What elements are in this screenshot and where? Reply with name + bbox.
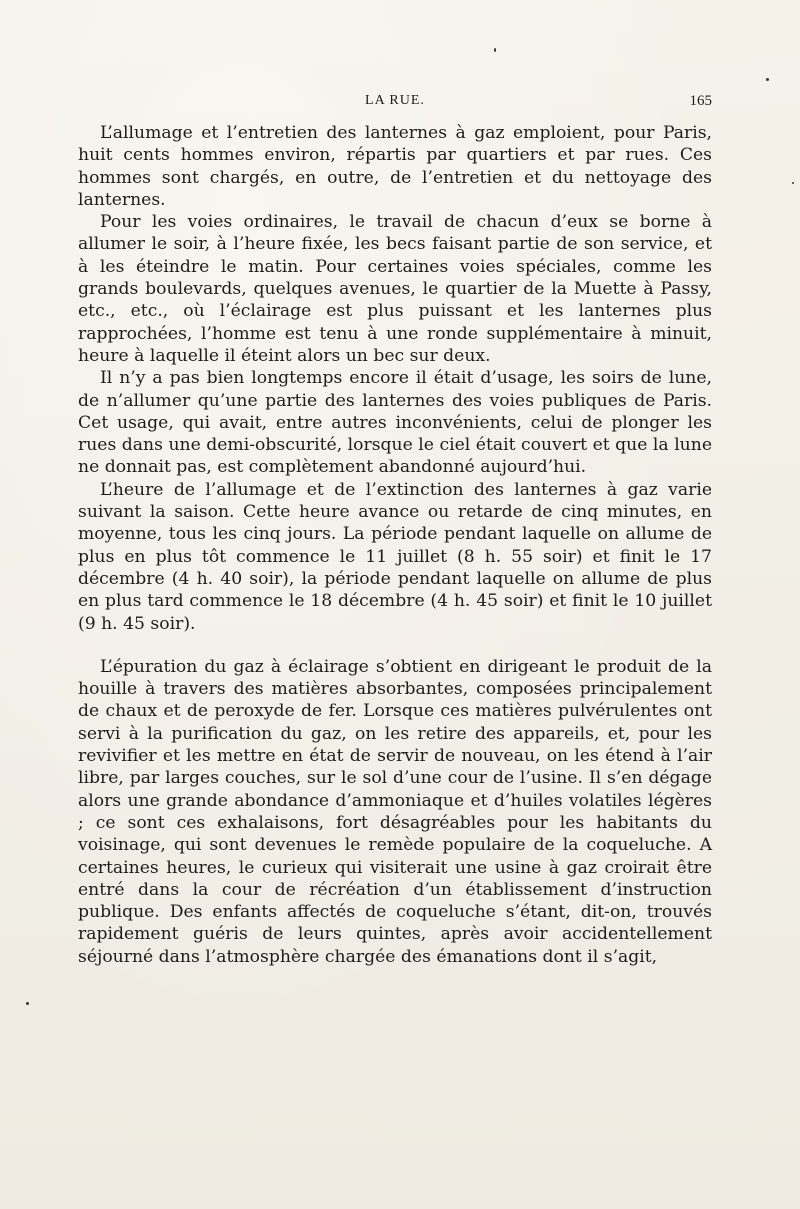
page-number: 165 (689, 93, 712, 109)
ink-speck (26, 1002, 29, 1005)
running-head (78, 93, 712, 115)
ink-speck (494, 48, 496, 52)
ink-speck (792, 182, 794, 184)
paragraph-gas-purification: L’épuration du gaz à éclairage s’obtient en dirigeant le produit de la houille à travers des matières absorbantes, composées principalement de chaux et de peroxyde de fer. Lorsque ces matières pulvérulentes ont servi à la purification du gaz, on les retire des appareils, et, pour les revivifier et les mettre en état de servir de nouveau, on les étend à l’air libre, par larges couches, sur le sol d’une cour de l’usine. Il s’en dégage alors une grande abondance d’ammoniaque et d’huiles volatiles légères ; ce sont ces exhalaisons, fort désagréables pour les habitants du voisinage, qui sont devenues le remède populaire de la coqueluche. A certaines heures, le curieux qui visiterait une usine à gaz croirait être entré dans la cour de récréation d’un établissement d’instruction publique. Des enfants affectés de coqueluche s’étant, dit-on, trouvés rapidement guéris de leurs quintes, après avoir accidentellement séjourné dans l’atmosphère chargée des émanations dont il s’agit, (78, 656, 712, 967)
running-title: LA RUE. (365, 93, 425, 108)
paragraph-lighting-hours: L’heure de l’allumage et de l’extinction des lanternes à gaz varie suivant la saison. Cette heure avance ou retarde de cinq minutes, en moyenne, tous les cinq jours. La période pendant laquelle on allume de plus en plus tôt commence le 11 juillet (8 h. 55 soir) et finit le 17 décembre (4 h. 40 soir), la période pendant laquelle on allume de plus en plus tard commence le 18 décembre (4 h. 45 soir) et finit le 10 juillet (9 h. 45 soir). (78, 479, 712, 634)
paragraph-moonlit-nights: Il n’y a pas bien longtemps encore il était d’usage, les soirs de lune, de n’allumer qu’une partie des lanternes des voies publiques de Paris. Cet usage, qui avait, entre autres inconvénients, celui de plonger les rues dans une demi-obscurité, lorsque le ciel était couvert et que la lune ne donnait pas, est complètement abandonné aujourd’hui. (78, 368, 712, 478)
ink-speck (766, 78, 769, 81)
paragraph-ordinary-streets: Pour les voies ordinaires, le travail de chacun d’eux se borne à allumer le soir, à l’heure fixée, les becs faisant partie de son service, et à les éteindre le matin. Pour certaines voies spéciales, comme les grands boulevards, quelques avenues, le quartier de la Muette à Passy, etc., etc., où l’éclairage est plus puissant et les lanternes plus rapprochées, l’homme est tenu à une ronde supplémentaire à minuit, heure à laquelle il éteint alors un bec sur deux. (78, 212, 712, 366)
body-text (78, 122, 712, 968)
paragraph-lantern-staff: L’allumage et l’entretien des lanternes à gaz emploient, pour Paris, huit cents hommes environ, répartis par quartiers et par rues. Ces hommes sont chargés, en outre, de l’entretien et du nettoyage des lanternes. (78, 123, 712, 210)
